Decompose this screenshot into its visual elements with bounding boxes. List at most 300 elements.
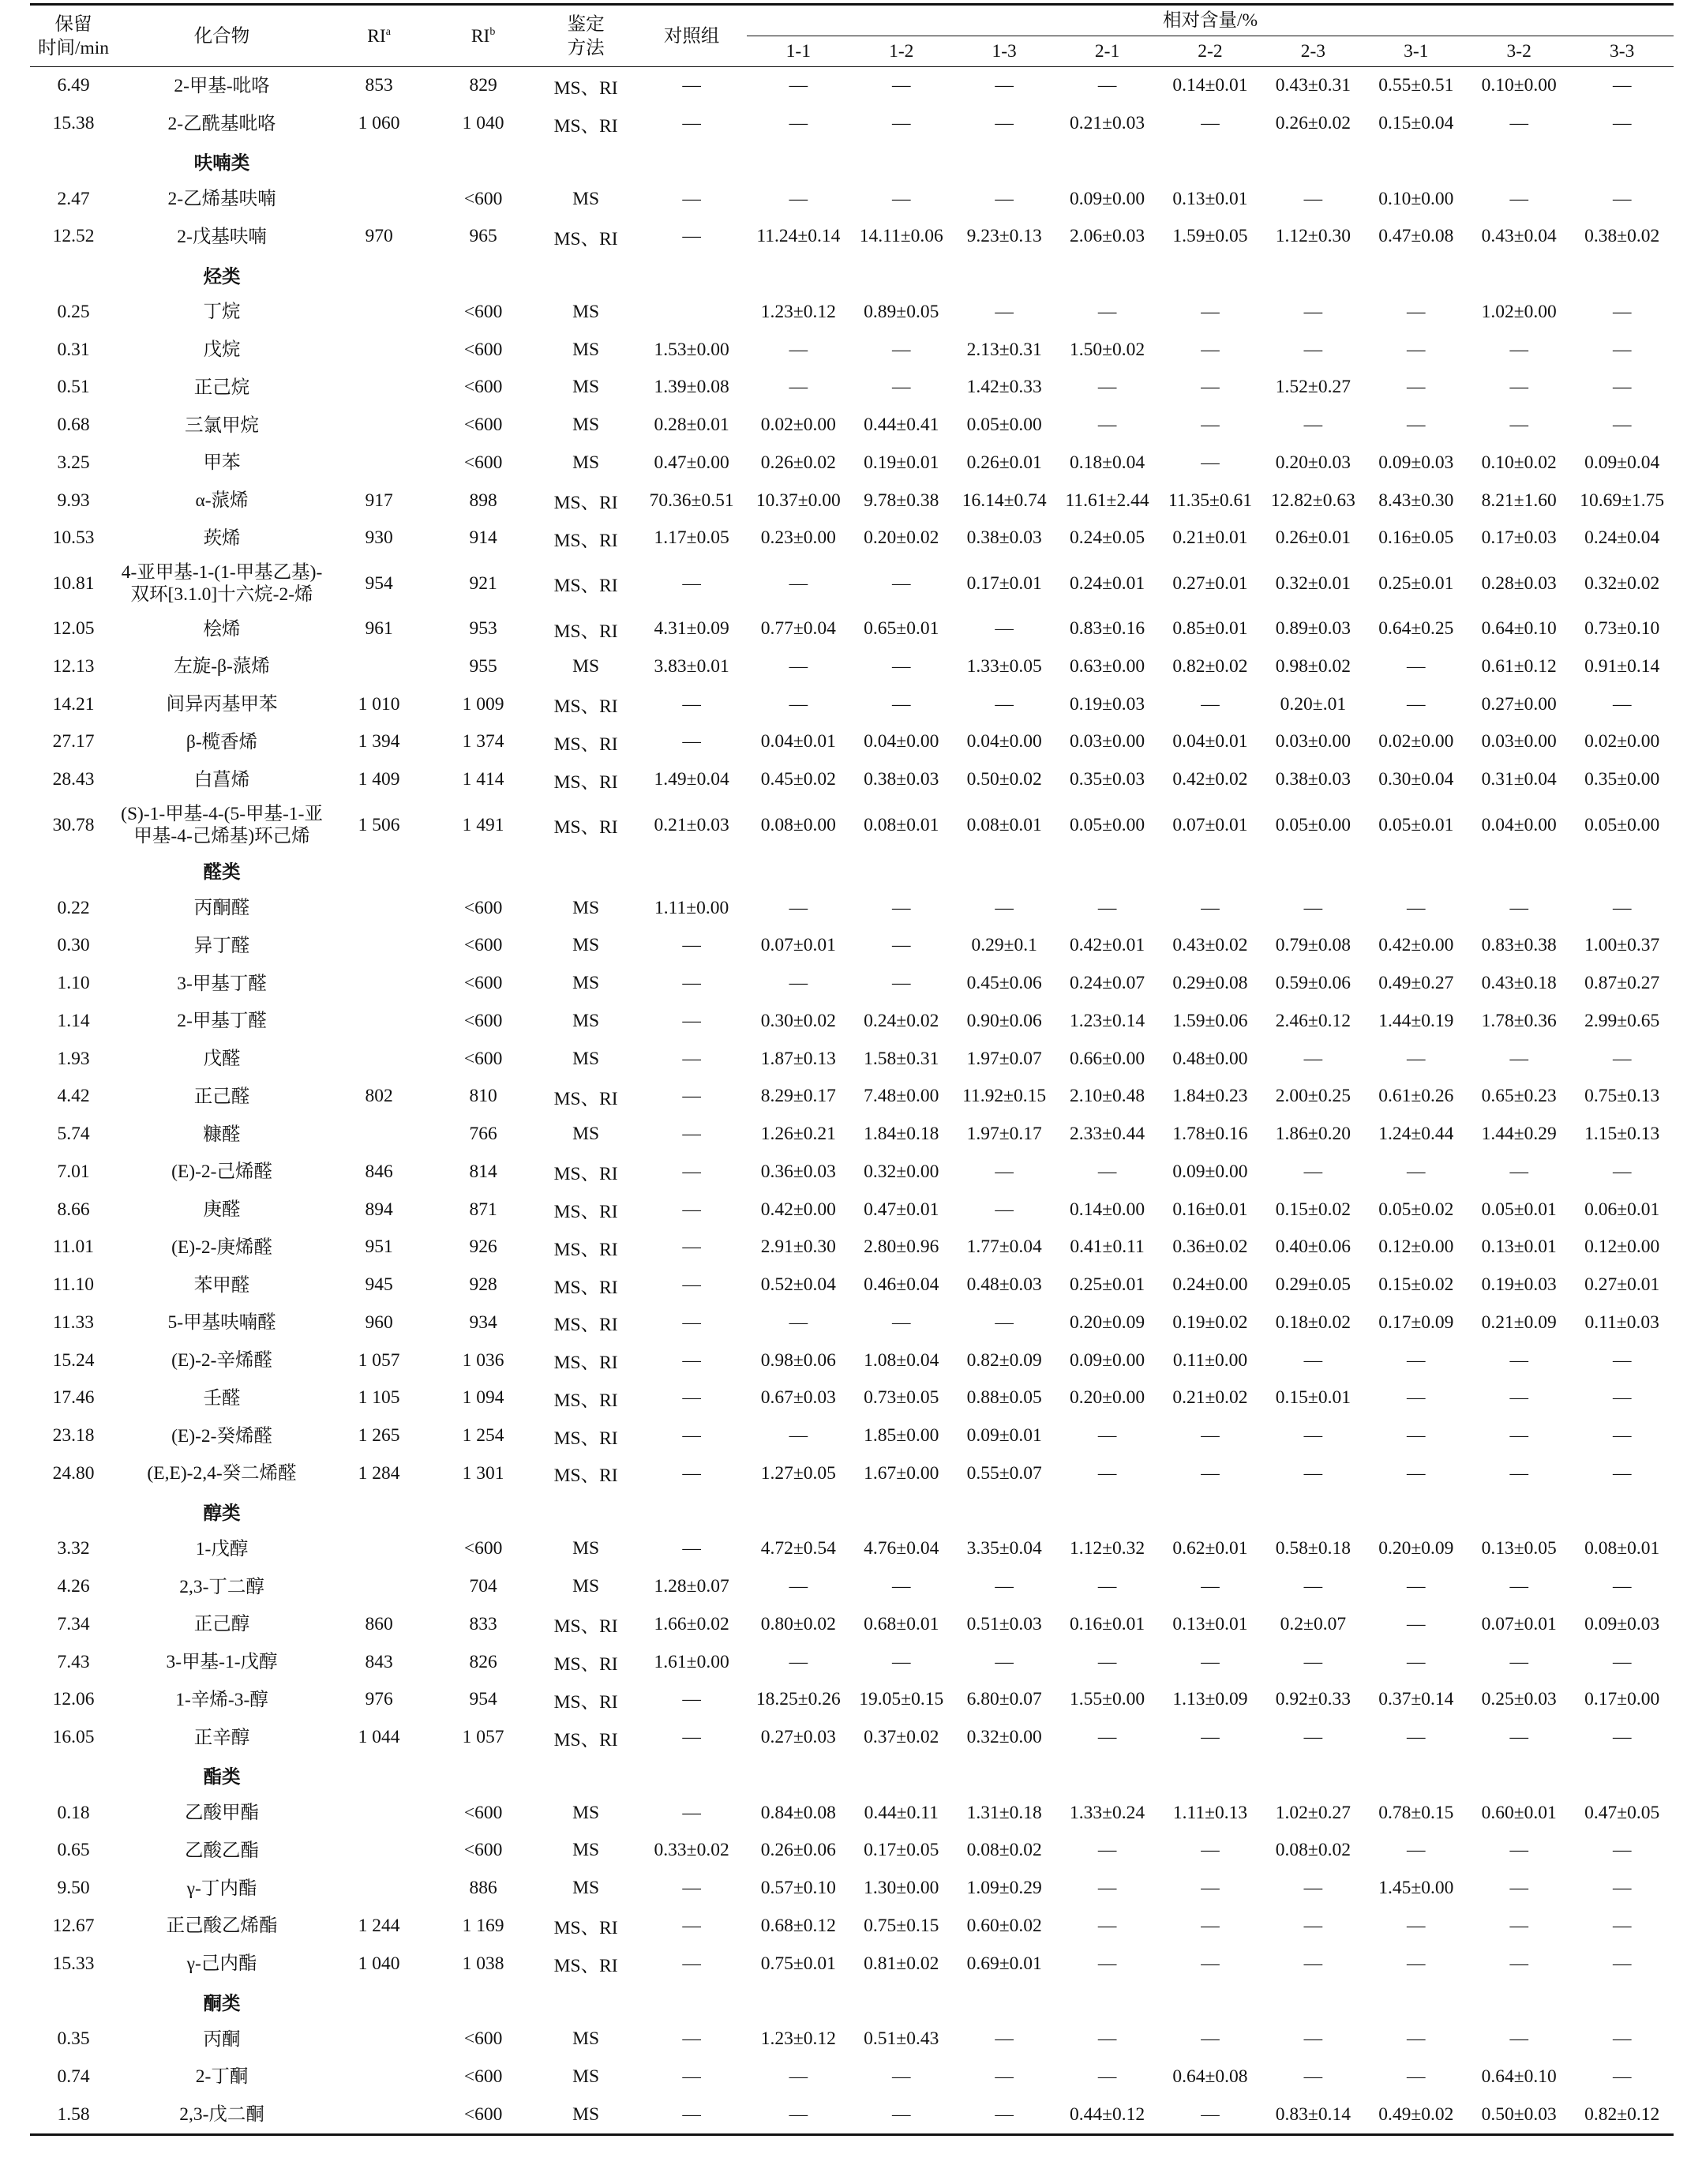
value-cell-1-1: 0.57±0.10 — [760, 1878, 836, 1899]
value-cell-1-3: — — [995, 2066, 1014, 2087]
value-cell-2-1: 2.10±0.48 — [1069, 1086, 1145, 1107]
value-cell-3-1: 0.17±0.09 — [1378, 1312, 1454, 1333]
ri-a-cell — [327, 294, 431, 332]
value-cell-1-1: — — [789, 2066, 808, 2087]
value-cell-1-3: — — [995, 1199, 1014, 1220]
compound-cell: (E)-2-己烯醛 — [171, 1161, 272, 1183]
value-cell-3-3: — — [1612, 415, 1632, 436]
ri-b-cell: 1 491 — [462, 814, 504, 835]
value-cell-1-3: — — [995, 188, 1014, 209]
compound-cell: 桧烯 — [203, 618, 241, 640]
value-cell-2-3: 0.15±0.01 — [1275, 1387, 1351, 1409]
value-cell-3-2: 0.31±0.04 — [1481, 769, 1557, 790]
ri-b-cell: 1 038 — [462, 1953, 504, 1974]
compound-cell: 4-亚甲基-1-(1-甲基乙基)-双环[3.1.0]十六烷-2-烯 — [121, 562, 323, 606]
value-cell-3-3: 1.00±0.37 — [1584, 935, 1660, 956]
table-row — [30, 1568, 1674, 1606]
value-cell-2-1: 0.24±0.01 — [1069, 572, 1145, 594]
retention-time-cell: 1.10 — [57, 973, 90, 994]
value-cell-2-3: 0.98±0.02 — [1275, 655, 1351, 677]
value-cell-1-3: 0.29±0.1 — [971, 935, 1037, 956]
compound-cell: 2-戊基呋喃 — [177, 226, 267, 247]
control-cell: 1.28±0.07 — [654, 1576, 729, 1597]
value-cell-3-2: — — [1509, 339, 1528, 360]
category-row — [30, 1492, 1674, 1530]
retention-time-cell: 9.93 — [57, 490, 90, 511]
value-cell-2-1: 0.63±0.00 — [1069, 655, 1145, 677]
category-spacer — [30, 143, 117, 181]
header-ri-b-text: RI — [470, 25, 490, 47]
value-cell-1-2: 7.48±0.00 — [864, 1086, 939, 1107]
value-cell-1-1: — — [789, 1425, 808, 1447]
identification-cell: MS — [572, 1538, 600, 1559]
value-cell-2-1: 0.20±0.00 — [1069, 1387, 1145, 1409]
value-cell-3-2: 0.43±0.04 — [1481, 226, 1557, 247]
value-cell-2-1: 0.24±0.07 — [1069, 973, 1145, 994]
value-cell-1-3: 0.17±0.01 — [966, 572, 1042, 594]
value-cell-1-1: 0.30±0.02 — [760, 1010, 836, 1031]
control-cell: — — [682, 1727, 701, 1748]
value-cell-3-2: — — [1509, 1161, 1528, 1182]
value-cell-3-2: — — [1509, 897, 1528, 918]
category-row — [30, 256, 1674, 294]
compound-cell: 壬醛 — [203, 1387, 241, 1409]
header-sample-2-3: 2-3 — [1300, 41, 1326, 62]
value-cell-3-2: 0.19±0.03 — [1481, 1274, 1557, 1296]
control-cell: — — [682, 1538, 701, 1559]
ri-a-cell: 853 — [365, 75, 393, 96]
table-row — [30, 218, 1674, 256]
value-cell-2-3: 0.83±0.14 — [1275, 2103, 1351, 2125]
category-label: 醛类 — [203, 862, 241, 884]
value-cell-2-1: 1.12±0.32 — [1069, 1538, 1145, 1559]
value-cell-2-3: 0.32±0.01 — [1275, 572, 1351, 594]
retention-time-cell: 1.14 — [57, 1010, 90, 1031]
table-row — [30, 1530, 1674, 1568]
value-cell-1-1: — — [789, 1312, 808, 1333]
retention-time-cell: 9.50 — [57, 1878, 90, 1899]
value-cell-1-3: 0.48±0.03 — [966, 1274, 1042, 1296]
value-cell-3-1: 0.61±0.26 — [1378, 1086, 1454, 1107]
ri-a-cell — [327, 2096, 431, 2134]
category-spacer — [327, 1983, 1674, 2021]
control-cell: 1.17±0.05 — [654, 527, 729, 549]
value-cell-3-3: 0.05±0.00 — [1584, 814, 1660, 835]
table-row — [30, 1040, 1674, 1078]
compound-cell: 间异丙基甲苯 — [166, 694, 278, 715]
value-cell-2-1: 0.18±0.04 — [1069, 452, 1145, 473]
value-cell-2-3: — — [1303, 1915, 1323, 1936]
value-cell-3-3: — — [1612, 1161, 1632, 1182]
compound-cell: 戊烷 — [203, 340, 241, 361]
value-cell-3-1: 0.05±0.02 — [1378, 1199, 1454, 1220]
value-cell-3-1: 0.12±0.00 — [1378, 1236, 1454, 1258]
compound-cell: 丁烷 — [203, 302, 241, 323]
ri-b-cell: <600 — [463, 2066, 503, 2087]
control-cell: — — [682, 1802, 701, 1823]
value-cell-1-2: 0.44±0.41 — [864, 415, 939, 436]
value-cell-1-3: 0.38±0.03 — [966, 527, 1042, 549]
identification-cell: MS、RI — [553, 1465, 618, 1487]
compound-cell: α-蒎烯 — [195, 490, 249, 512]
value-cell-2-3: — — [1303, 415, 1323, 436]
value-cell-3-2: 0.13±0.01 — [1481, 1236, 1557, 1258]
identification-cell: MS — [572, 897, 600, 918]
value-cell-2-2: 0.48±0.00 — [1172, 1048, 1248, 1069]
compound-cell: 甲苯 — [203, 452, 241, 474]
table-row — [30, 685, 1674, 723]
value-cell-1-2: 19.05±0.15 — [859, 1689, 944, 1710]
value-cell-2-3: 0.18±0.02 — [1275, 1312, 1351, 1333]
identification-cell: MS、RI — [553, 1390, 618, 1411]
value-cell-3-1: — — [1407, 2028, 1426, 2050]
ri-b-cell: 814 — [469, 1161, 497, 1182]
value-cell-2-1: 11.61±2.44 — [1065, 490, 1149, 511]
value-cell-2-3: — — [1303, 897, 1323, 918]
value-cell-2-2: 11.35±0.61 — [1168, 490, 1252, 511]
identification-cell: MS — [572, 1840, 600, 1861]
retention-time-cell: 12.13 — [52, 655, 95, 677]
header-rt-text: 保留 时间/min — [37, 13, 110, 58]
value-cell-1-3: 0.55±0.07 — [966, 1462, 1042, 1484]
value-cell-3-2: 0.50±0.03 — [1481, 2103, 1557, 2125]
ri-b-cell: 1 301 — [462, 1462, 504, 1484]
category-spacer — [327, 143, 1674, 181]
value-cell-3-1: — — [1407, 1387, 1426, 1409]
table-row — [30, 1870, 1674, 1908]
value-cell-1-2: — — [892, 693, 911, 715]
retention-time-cell: 12.67 — [52, 1915, 95, 1936]
value-cell-2-1: 0.14±0.00 — [1069, 1199, 1145, 1220]
ri-b-cell: 1 040 — [462, 113, 504, 134]
value-cell-2-3: 0.59±0.06 — [1275, 973, 1351, 994]
identification-cell: MS、RI — [553, 530, 618, 551]
value-cell-1-3: 1.77±0.04 — [966, 1236, 1042, 1258]
value-cell-1-3: — — [995, 2103, 1014, 2125]
value-cell-2-2: 0.04±0.01 — [1172, 731, 1248, 752]
table-row — [30, 1417, 1674, 1455]
value-cell-1-2: 0.37±0.02 — [864, 1727, 939, 1748]
compound-cell: 正己酸乙烯酯 — [166, 1916, 278, 1937]
header-ri-a-text: RI — [367, 25, 386, 47]
value-cell-1-1: 1.26±0.21 — [760, 1124, 836, 1145]
value-cell-1-1: 11.24±0.14 — [756, 226, 841, 247]
value-cell-2-3: — — [1303, 1651, 1323, 1672]
control-cell: 4.31±0.09 — [654, 618, 729, 640]
value-cell-2-2: 0.09±0.00 — [1172, 1161, 1248, 1182]
retention-time-cell: 0.65 — [57, 1840, 90, 1861]
value-cell-1-1: 0.07±0.01 — [760, 935, 836, 956]
header-sample-3-1: 3-1 — [1404, 41, 1429, 62]
identification-cell: MS、RI — [553, 576, 618, 597]
value-cell-3-1: 0.49±0.27 — [1378, 973, 1454, 994]
retention-time-cell: 1.58 — [57, 2103, 90, 2125]
ri-b-cell: 766 — [469, 1124, 497, 1145]
value-cell-2-2: — — [1201, 301, 1220, 322]
category-spacer — [30, 1492, 117, 1530]
value-cell-2-2: — — [1201, 1878, 1220, 1899]
value-cell-2-2: 0.11±0.00 — [1172, 1349, 1248, 1371]
compound-cell: (E,E)-2,4-癸二烯醛 — [147, 1463, 297, 1484]
compound-cell: 2-甲基-吡咯 — [174, 75, 270, 96]
category-spacer — [327, 1757, 1674, 1795]
value-cell-2-2: — — [1201, 2103, 1220, 2125]
value-cell-1-3: 3.35±0.04 — [966, 1538, 1042, 1559]
value-cell-3-2: 0.07±0.01 — [1481, 1613, 1557, 1634]
value-cell-2-2: 0.16±0.01 — [1172, 1199, 1248, 1220]
value-cell-3-1: 0.78±0.15 — [1378, 1802, 1454, 1823]
value-cell-3-2: — — [1509, 113, 1528, 134]
category-label: 呋喃类 — [193, 153, 250, 174]
retention-time-cell: 12.05 — [52, 618, 95, 640]
value-cell-3-3: 0.91±0.14 — [1584, 655, 1660, 677]
identification-cell: MS、RI — [553, 493, 618, 514]
ri-b-cell: 934 — [469, 1312, 497, 1333]
value-cell-2-3: 1.86±0.20 — [1275, 1124, 1351, 1145]
header-control: 对照组 — [663, 25, 720, 47]
table-row — [30, 67, 1674, 105]
category-label: 酯类 — [203, 1767, 241, 1788]
value-cell-2-1: 0.66±0.00 — [1069, 1048, 1145, 1069]
identification-cell: MS — [572, 1878, 600, 1899]
value-cell-1-1: 0.04±0.01 — [760, 731, 836, 752]
ri-b-cell: 1 414 — [462, 769, 504, 790]
value-cell-1-2: — — [892, 113, 911, 134]
category-row — [30, 143, 1674, 181]
value-cell-1-1: 0.27±0.03 — [760, 1727, 836, 1748]
value-cell-2-2: — — [1201, 1840, 1220, 1861]
ri-a-cell — [327, 369, 431, 407]
retention-time-cell: 17.46 — [52, 1387, 95, 1409]
ri-a-cell — [327, 927, 431, 965]
value-cell-1-2: 0.73±0.05 — [864, 1387, 939, 1409]
compound-cell: 2,3-戊二酮 — [179, 2104, 264, 2126]
value-cell-2-3: — — [1303, 339, 1323, 360]
ri-a-cell — [327, 1568, 431, 1606]
value-cell-2-1: 2.06±0.03 — [1069, 226, 1145, 247]
value-cell-2-2: 0.82±0.02 — [1172, 655, 1248, 677]
retention-time-cell: 7.01 — [57, 1161, 90, 1182]
value-cell-3-3: 1.15±0.13 — [1584, 1124, 1660, 1145]
value-cell-1-2: 1.85±0.00 — [864, 1425, 939, 1447]
identification-cell: MS — [572, 2028, 600, 2050]
table-row — [30, 889, 1674, 927]
identification-cell: MS、RI — [553, 696, 618, 718]
value-cell-3-1: — — [1407, 415, 1426, 436]
value-cell-1-1: 10.37±0.00 — [755, 490, 841, 511]
value-cell-2-1: 1.55±0.00 — [1069, 1689, 1145, 1710]
value-cell-2-1: — — [1097, 415, 1117, 436]
retention-time-cell: 27.17 — [52, 731, 95, 752]
value-cell-2-3: — — [1303, 2066, 1323, 2087]
value-cell-1-2: 0.47±0.01 — [864, 1199, 939, 1220]
value-cell-2-1: 0.03±0.00 — [1069, 731, 1145, 752]
value-cell-2-3: 0.15±0.02 — [1275, 1199, 1351, 1220]
value-cell-3-3: 0.09±0.04 — [1584, 452, 1660, 473]
table-header — [30, 5, 1674, 67]
value-cell-2-3: 0.05±0.00 — [1275, 814, 1351, 835]
value-cell-3-3: 0.38±0.02 — [1584, 226, 1660, 247]
value-cell-3-3: — — [1612, 1915, 1632, 1936]
value-cell-3-1: 1.24±0.44 — [1378, 1124, 1454, 1145]
value-cell-1-1: 0.84±0.08 — [760, 1802, 836, 1823]
value-cell-2-3: 0.89±0.03 — [1275, 618, 1351, 640]
ri-a-cell — [327, 1116, 431, 1154]
ri-b-cell: 955 — [469, 655, 497, 677]
value-cell-3-3: 0.06±0.01 — [1584, 1199, 1660, 1220]
value-cell-2-2: — — [1201, 1915, 1220, 1936]
ri-b-cell: 886 — [469, 1878, 497, 1899]
value-cell-2-1: — — [1097, 2028, 1117, 2050]
value-cell-3-3: 0.87±0.27 — [1584, 973, 1660, 994]
category-spacer — [30, 852, 117, 890]
ri-b-cell: <600 — [463, 452, 503, 473]
value-cell-1-1: 0.98±0.06 — [760, 1349, 836, 1371]
value-cell-3-2: 8.21±1.60 — [1481, 490, 1557, 511]
value-cell-3-2: — — [1509, 188, 1528, 209]
value-cell-1-2: — — [892, 188, 911, 209]
value-cell-3-2: 0.13±0.05 — [1481, 1538, 1557, 1559]
control-cell: — — [682, 1387, 701, 1409]
value-cell-1-2: 9.78±0.38 — [864, 490, 939, 511]
value-cell-2-1: 0.44±0.12 — [1069, 2103, 1145, 2125]
value-cell-1-3: 16.14±0.74 — [962, 490, 1047, 511]
value-cell-1-1: 4.72±0.54 — [760, 1538, 836, 1559]
table-row — [30, 1643, 1674, 1681]
value-cell-1-1: 0.75±0.01 — [760, 1953, 836, 1974]
retention-time-cell: 10.53 — [52, 527, 95, 549]
ri-a-cell — [327, 2021, 431, 2058]
value-cell-3-2: — — [1509, 1425, 1528, 1447]
value-cell-1-3: — — [995, 1651, 1014, 1672]
value-cell-1-2: 1.08±0.04 — [864, 1349, 939, 1371]
value-cell-1-2: 1.30±0.00 — [864, 1878, 939, 1899]
value-cell-1-1: 0.77±0.04 — [760, 618, 836, 640]
value-cell-2-3: 12.82±0.63 — [1270, 490, 1355, 511]
value-cell-2-2: 0.13±0.01 — [1172, 1613, 1248, 1634]
value-cell-3-2: — — [1509, 1953, 1528, 1974]
compound-cell: 丙酮 — [203, 2028, 241, 2050]
compound-cell: (E)-2-辛烯醛 — [171, 1350, 272, 1372]
ri-a-cell: 1 044 — [358, 1727, 400, 1748]
ri-a-cell — [327, 648, 431, 686]
value-cell-2-1: 0.35±0.03 — [1069, 769, 1145, 790]
value-cell-2-3: — — [1303, 1462, 1323, 1484]
value-cell-3-2: — — [1509, 1915, 1528, 1936]
value-cell-1-2: — — [892, 572, 911, 594]
ri-b-cell: <600 — [463, 377, 503, 398]
value-cell-3-1: 1.45±0.00 — [1378, 1878, 1454, 1899]
identification-cell: MS — [572, 1010, 600, 1031]
value-cell-3-2: — — [1509, 377, 1528, 398]
value-cell-2-1: 0.19±0.03 — [1069, 693, 1145, 715]
retention-time-cell: 0.30 — [57, 935, 90, 956]
value-cell-2-1: — — [1097, 897, 1117, 918]
header-ri-b-sup: b — [489, 25, 496, 38]
value-cell-3-2: 0.05±0.01 — [1481, 1199, 1557, 1220]
value-cell-1-1: — — [789, 113, 808, 134]
identification-cell: MS、RI — [553, 734, 618, 755]
value-cell-1-1: 1.23±0.12 — [760, 301, 836, 322]
value-cell-2-2: — — [1201, 1576, 1220, 1597]
category-spacer — [30, 256, 117, 294]
value-cell-2-2: — — [1201, 1425, 1220, 1447]
retention-time-cell: 16.05 — [52, 1727, 95, 1748]
value-cell-1-2: — — [892, 2066, 911, 2087]
ri-b-cell: <600 — [463, 415, 503, 436]
value-cell-2-2: 0.43±0.02 — [1172, 935, 1248, 956]
value-cell-1-1: — — [789, 377, 808, 398]
value-cell-2-2: 0.21±0.01 — [1172, 527, 1248, 549]
retention-time-cell: 3.25 — [57, 452, 90, 473]
value-cell-1-3: — — [995, 897, 1014, 918]
compound-cell: 2,3-丁二醇 — [179, 1576, 264, 1597]
value-cell-1-2: 0.24±0.02 — [864, 1010, 939, 1031]
retention-time-cell: 10.81 — [52, 572, 95, 594]
compound-cell: 三氯甲烷 — [185, 415, 260, 436]
value-cell-2-3: — — [1303, 1727, 1323, 1748]
value-cell-2-3: 0.38±0.03 — [1275, 769, 1351, 790]
compound-cell: γ-丁内酯 — [186, 1878, 257, 1899]
retention-time-cell: 24.80 — [52, 1462, 95, 1484]
value-cell-1-2: 0.65±0.01 — [864, 618, 939, 640]
ri-a-cell — [327, 445, 431, 482]
value-cell-3-2: 0.27±0.00 — [1481, 693, 1557, 715]
control-cell: — — [682, 113, 701, 134]
value-cell-3-2: 0.03±0.00 — [1481, 731, 1557, 752]
value-cell-2-2: 0.42±0.02 — [1172, 769, 1248, 790]
value-cell-1-2: 0.68±0.01 — [864, 1613, 939, 1634]
control-cell: — — [682, 935, 701, 956]
value-cell-2-1: — — [1097, 1727, 1117, 1748]
ri-b-cell: <600 — [463, 1538, 503, 1559]
value-cell-2-3: 0.79±0.08 — [1275, 935, 1351, 956]
ri-b-cell: <600 — [463, 1840, 503, 1861]
value-cell-1-1: 0.52±0.04 — [760, 1274, 836, 1296]
value-cell-2-1: 0.41±0.11 — [1070, 1236, 1145, 1258]
value-cell-2-3: 2.00±0.25 — [1275, 1086, 1351, 1107]
value-cell-2-3: — — [1303, 1048, 1323, 1069]
value-cell-3-1: — — [1407, 1651, 1426, 1672]
value-cell-2-1: 0.20±0.09 — [1069, 1312, 1145, 1333]
control-cell: — — [682, 1312, 701, 1333]
compound-cell: 3-甲基-1-戊醇 — [166, 1652, 278, 1673]
value-cell-1-3: 0.90±0.06 — [966, 1010, 1042, 1031]
value-cell-2-3: 0.26±0.02 — [1275, 113, 1351, 134]
ri-b-cell: <600 — [463, 2103, 503, 2125]
value-cell-3-1: 8.43±0.30 — [1378, 490, 1454, 511]
value-cell-2-2: 0.29±0.08 — [1172, 973, 1248, 994]
value-cell-3-3: 0.75±0.13 — [1584, 1086, 1660, 1107]
value-cell-3-2: 1.02±0.00 — [1481, 301, 1557, 322]
ri-a-cell: 1 394 — [358, 731, 400, 752]
value-cell-2-2: — — [1201, 1727, 1220, 1748]
compound-cell: 苯甲醛 — [193, 1274, 250, 1296]
retention-time-cell: 7.34 — [57, 1613, 90, 1634]
value-cell-3-1: — — [1407, 301, 1426, 322]
table-row — [30, 105, 1674, 143]
value-cell-3-2: 0.10±0.00 — [1481, 75, 1557, 96]
value-cell-1-3: — — [995, 1312, 1014, 1333]
value-cell-2-1: 0.25±0.01 — [1069, 1274, 1145, 1296]
category-label: 酮类 — [203, 1993, 241, 2014]
value-cell-2-3: — — [1303, 301, 1323, 322]
value-cell-1-2: 2.80±0.96 — [864, 1236, 939, 1258]
ri-a-cell: 917 — [365, 490, 393, 511]
value-cell-3-3: 0.27±0.01 — [1584, 1274, 1660, 1296]
value-cell-3-1: — — [1407, 377, 1426, 398]
value-cell-1-2: — — [892, 339, 911, 360]
